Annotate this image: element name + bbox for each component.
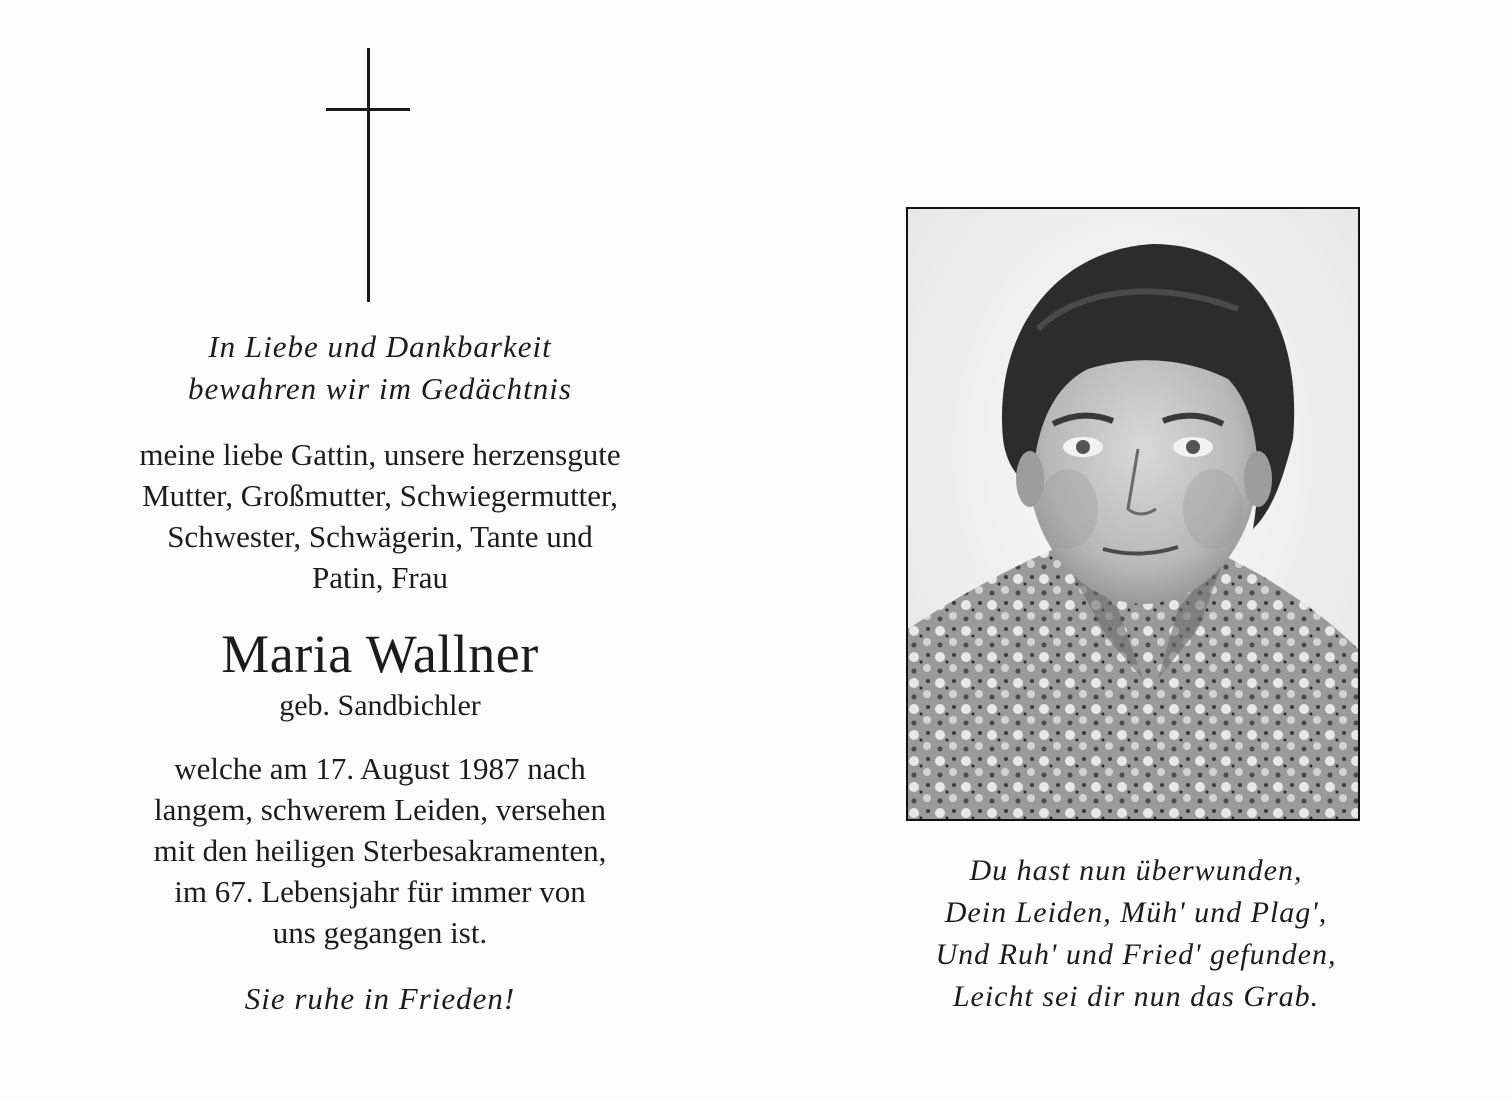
relations-text	[60, 434, 700, 598]
intro-line: In Liebe und Dankbarkeit	[208, 329, 552, 364]
cross-vertical-bar	[367, 48, 370, 302]
portrait-illustration	[908, 209, 1358, 819]
deceased-name: Maria Wallner	[221, 624, 539, 684]
death-notice-line: mit den heiligen Sterbesakramenten,	[153, 833, 607, 868]
death-notice-line: welche am 17. August 1987 nach	[174, 751, 586, 786]
relations-line: meine liebe Gattin, unsere herzensgute	[139, 437, 621, 472]
birth-name: geb. Sandbichler	[279, 689, 481, 722]
portrait-photo	[906, 207, 1360, 821]
relations-line: Patin, Frau	[311, 560, 449, 595]
death-notice-line: im 67. Lebensjahr für immer von	[174, 874, 586, 909]
death-notice-line: langem, schwerem Leiden, versehen	[154, 792, 606, 827]
death-notice	[60, 748, 700, 953]
poem-line: Dein Leiden, Müh' und Plag',	[944, 896, 1328, 929]
death-notice-line: uns gegangen ist.	[272, 915, 488, 950]
poem-line: Leicht sei dir nun das Grab.	[952, 980, 1320, 1013]
poem-line: Du hast nun überwunden,	[969, 854, 1303, 887]
poem-text	[846, 850, 1426, 1018]
cross-icon	[326, 48, 410, 302]
closing-text: Sie ruhe in Frieden!	[244, 981, 516, 1016]
cross-horizontal-bar	[326, 108, 410, 111]
relations-line: Mutter, Großmutter, Schwiegermutter,	[142, 478, 618, 513]
intro-text	[60, 326, 700, 410]
relations-line: Schwester, Schwägerin, Tante und	[167, 519, 593, 554]
intro-line: bewahren wir im Gedächtnis	[188, 371, 572, 406]
poem-line: Und Ruh' und Fried' gefunden,	[935, 938, 1337, 971]
